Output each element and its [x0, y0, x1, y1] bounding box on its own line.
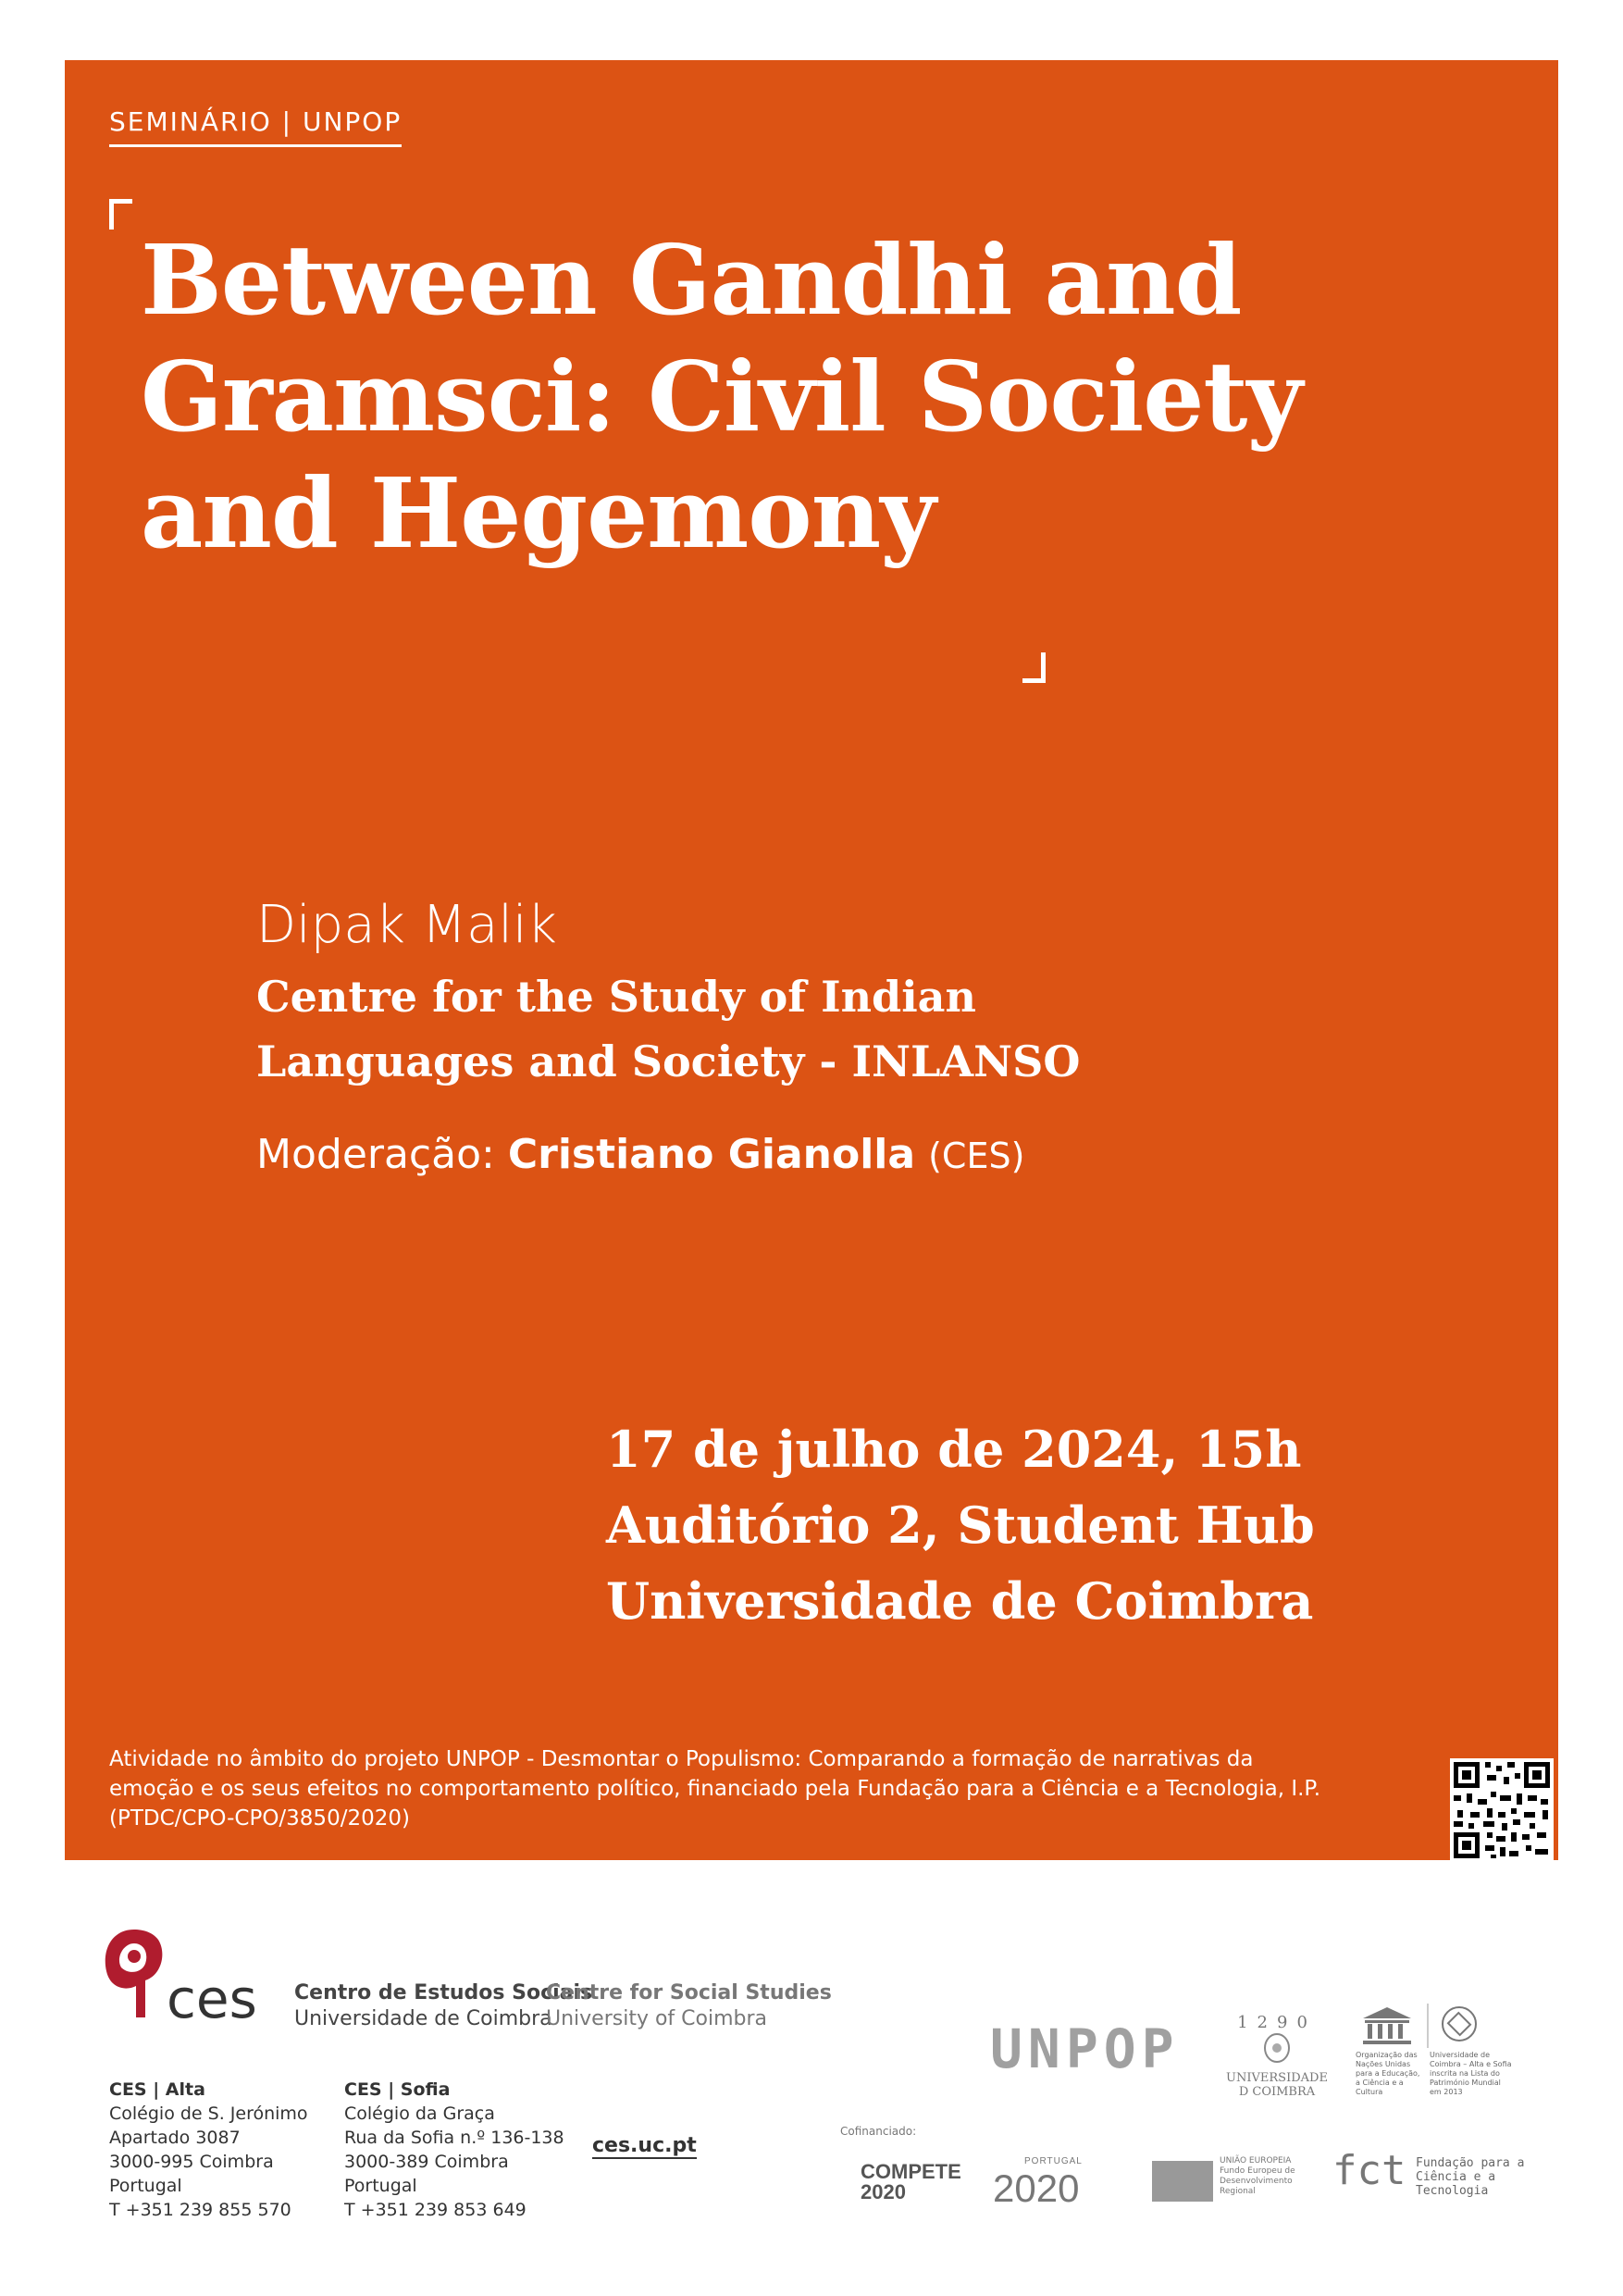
address-sofia-title: CES | Sofia	[344, 2079, 451, 2100]
pt2020-label: 2020	[993, 2166, 1080, 2210]
ces-uni-pt: Universidade de Coimbra	[294, 2007, 552, 2030]
title-bracket-open	[109, 199, 132, 230]
address-sofia-line: Rua da Sofia n.º 136-138	[344, 2128, 564, 2148]
uc-name: UNIVERSIDADE D COIMBRA	[1226, 2071, 1328, 2099]
funding-line-2: emoção e os seus efeitos no comportamento político, financiado pela Fundação para a Ciência e a Tecnologia, I.P.	[109, 1777, 1321, 1801]
address-sofia-phone: T +351 239 853 649	[344, 2200, 527, 2220]
moderation	[256, 1131, 1080, 1178]
portugal2020-logo	[993, 2156, 1083, 2211]
address-alta-line: 3000-995 Coimbra	[109, 2152, 274, 2172]
title-line-1: Between Gandhi and	[141, 223, 1242, 337]
address-alta-line: Portugal	[109, 2176, 182, 2196]
ces-uni-en: University of Coimbra	[546, 2007, 768, 2030]
ces-name-pt-title: Centro de Estudos Sociais	[294, 1981, 593, 2004]
ces-name-en	[546, 1980, 832, 2032]
fct-name: Fundação para a Ciência e a Tecnologia	[1416, 2156, 1525, 2198]
eu-flag-icon	[1152, 2161, 1213, 2202]
address-alta-title: CES | Alta	[109, 2079, 205, 2100]
uc-years: 1290	[1237, 2013, 1317, 2032]
address-alta-line: Colégio de S. Jerónimo	[109, 2104, 308, 2124]
moderation-label: Moderação:	[256, 1131, 495, 1178]
affiliation-line-2: Languages and Society - INLANSO	[256, 1036, 1081, 1086]
event-venue: Auditório 2, Student Hub	[606, 1496, 1315, 1555]
portugal-label: PORTUGAL	[1024, 2156, 1083, 2166]
qr-code[interactable]	[1450, 1758, 1554, 1862]
unesco-icon	[1356, 2004, 1513, 2048]
unesco-text: Organização das Nações Unidas para a Educação, a Ciência e a Cultura	[1356, 2051, 1420, 2096]
title-line-2: Gramsci: Civil Society	[141, 340, 1302, 453]
event-institution: Universidade de Coimbra	[606, 1571, 1314, 1631]
speaker-block	[256, 888, 1080, 1178]
title-line-3: and Hegemony	[141, 456, 935, 570]
ces-name-en-title: Centre for Social Studies	[546, 1981, 832, 2004]
funding-note	[109, 1744, 1405, 1833]
eu-label: UNIÃO EUROPEIA	[1220, 2156, 1292, 2166]
funding-line-3: (PTDC/CPO-CPO/3850/2020)	[109, 1806, 410, 1831]
eu-fund: Fundo Europeu de Desenvolvimento Regional	[1220, 2166, 1295, 2196]
event-datetime: 17 de julho de 2024, 15h	[606, 1420, 1302, 1479]
address-sofia-line: Portugal	[344, 2176, 417, 2196]
affiliation-line-1: Centre for the Study of Indian	[256, 972, 976, 1022]
speaker-affiliation	[256, 964, 1080, 1094]
moderator-name: Cristiano Gianolla	[507, 1131, 916, 1178]
event-details	[606, 1411, 1315, 1639]
compete-logo: COMPETE 2020	[861, 2160, 961, 2203]
speaker-name: Dipak Malik	[256, 895, 557, 955]
eu-text	[1220, 2156, 1321, 2197]
funding-line-1: Atividade no âmbito do projeto UNPOP - Desmontar o Populismo: Comparando a formação de narrativas da	[109, 1747, 1254, 1771]
heritage-text: Universidade de Coimbra – Alta e Sofia inscrita na Lista do Património Mundial em 2013	[1430, 2051, 1512, 2096]
address-sofia-line: Colégio da Graça	[344, 2104, 495, 2124]
address-alta-phone: T +351 239 855 570	[109, 2200, 291, 2220]
unpop-logo: UNPOP	[990, 2017, 1180, 2080]
website-link[interactable]: ces.uc.pt	[592, 2134, 697, 2157]
moderator-affiliation: (CES)	[928, 1136, 1025, 1176]
ces-mark-text: ces	[167, 1967, 257, 2030]
event-title	[141, 222, 1492, 572]
ces-logo-icon	[97, 1925, 282, 2036]
address-sofia	[344, 2078, 564, 2222]
ces-logo	[97, 1925, 282, 2040]
address-alta-line: Apartado 3087	[109, 2128, 241, 2148]
cofinanced-label: Cofinanciado:	[840, 2125, 917, 2138]
qr-code-icon	[1450, 1758, 1554, 1862]
poster-panel	[65, 60, 1558, 1860]
title-bracket-close	[1022, 652, 1046, 683]
unesco-heritage	[1356, 2004, 1513, 2097]
address-sofia-line: 3000-389 Coimbra	[344, 2152, 509, 2172]
uc-seal-icon	[1263, 2032, 1291, 2064]
uc-logo	[1226, 2013, 1328, 2099]
series-label: SEMINÁRIO | UNPOP	[109, 106, 402, 147]
address-alta	[109, 2078, 308, 2222]
fct-logo: fct	[1332, 2147, 1406, 2194]
